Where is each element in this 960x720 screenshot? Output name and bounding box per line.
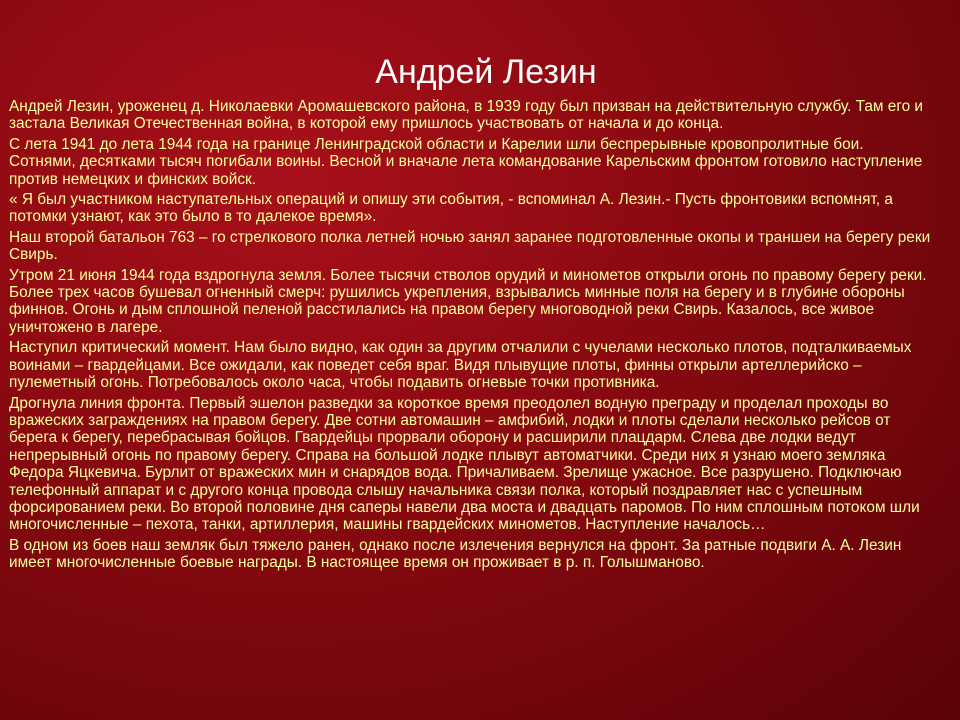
paragraph: Утром 21 июня 1944 года вздрогнула земля. Более тысячи стволов орудий и минометов открыли огонь по правому берегу реки. Более трех часов бушевал огненный смерч: рушились укрепления, взрывались минные поля на берегу и в глубине обороны финнов. Огонь и дым сплошной пеленой расстилались на правом берегу многоводной реки Свирь. Казалось, все живое уничтожено в лагере. xyxy=(9,266,927,336)
paragraph: Наступил критический момент. Нам было видно, как один за другим отчалили с чучелами несколько плотов, подталкиваемых воинами – гвардейцами. Все ожидали, как поведет себя враг. Видя плывущие плоты, финны открыли артеллерийско – пулеметный огонь. Потребовалось около часа, чтобы подавить огневые точки противника. xyxy=(9,339,912,392)
paragraph: Дрогнула линия фронта. Первый эшелон разведки за короткое время преодолел водную преграду и проделал проходы во вражеских заграждениях на правом берегу. Две сотни автомашин – амфибий, лодки и плоты сделали несколько рейсов от берега к берегу, перебрасывая бойцов. Гвардейцы прорвали оборону и расширили плацдарм. Слева две лодки ведут непрерывный огонь по правому берегу. Справа на большой лодке плывут автоматчики. Среди них я узнаю моего земляка Федора Яцкевича. Бурлит от вражеских мин и снарядов вода. Причаливаем. Зрелище ужасное. Все разрушено. Подключаю телефонный аппарат и с другого конца провода слышу начальника связи полка, который поздравляет нас с успешным форсированием реки. Во второй половине дня саперы навели два моста и двадцать паромов. По ним сплошным потоком шли многочисленные – пехота, танки, артиллерия, машины гвардейских минометов. Наступление началось… xyxy=(9,394,920,534)
paragraph: С лета 1941 до лета 1944 года на границе Ленинградской области и Карелии шли беспрерывные кровопролитные бои. Сотнями, десятками тысяч погибали воины. Весной и вначале лета командование Карельским фронтом готовило наступление против немецких и финских войск. xyxy=(9,135,923,188)
paragraph: В одном из боев наш земляк был тяжело ранен, однако после излечения вернулся на фронт. За ратные подвиги А. А. Лезин имеет многочисленные боевые награды. В настоящее время он проживает в р. п. Голышманово. xyxy=(9,536,902,572)
slide-title: Андрей Лезин xyxy=(375,53,597,91)
paragraph: Наш второй батальон 763 – го стрелкового полка летней ночью занял заранее подготовленные окопы и траншеи на берегу реки Свирь. xyxy=(9,228,931,264)
slide-body xyxy=(9,98,931,575)
paragraph: Андрей Лезин, уроженец д. Николаевки Аромашевского района, в 1939 году был призван на действительную службу. Там его и застала Великая Отечественная война, в которой ему пришлось участвовать от начала и до конца. xyxy=(9,98,924,133)
paragraph: « Я был участником наступательных операций и опишу эти события, - вспоминал А. Лезин.- Пусть фронтовики вспомнят, а потомки узнают, как это было в то далекое время». xyxy=(9,191,893,226)
